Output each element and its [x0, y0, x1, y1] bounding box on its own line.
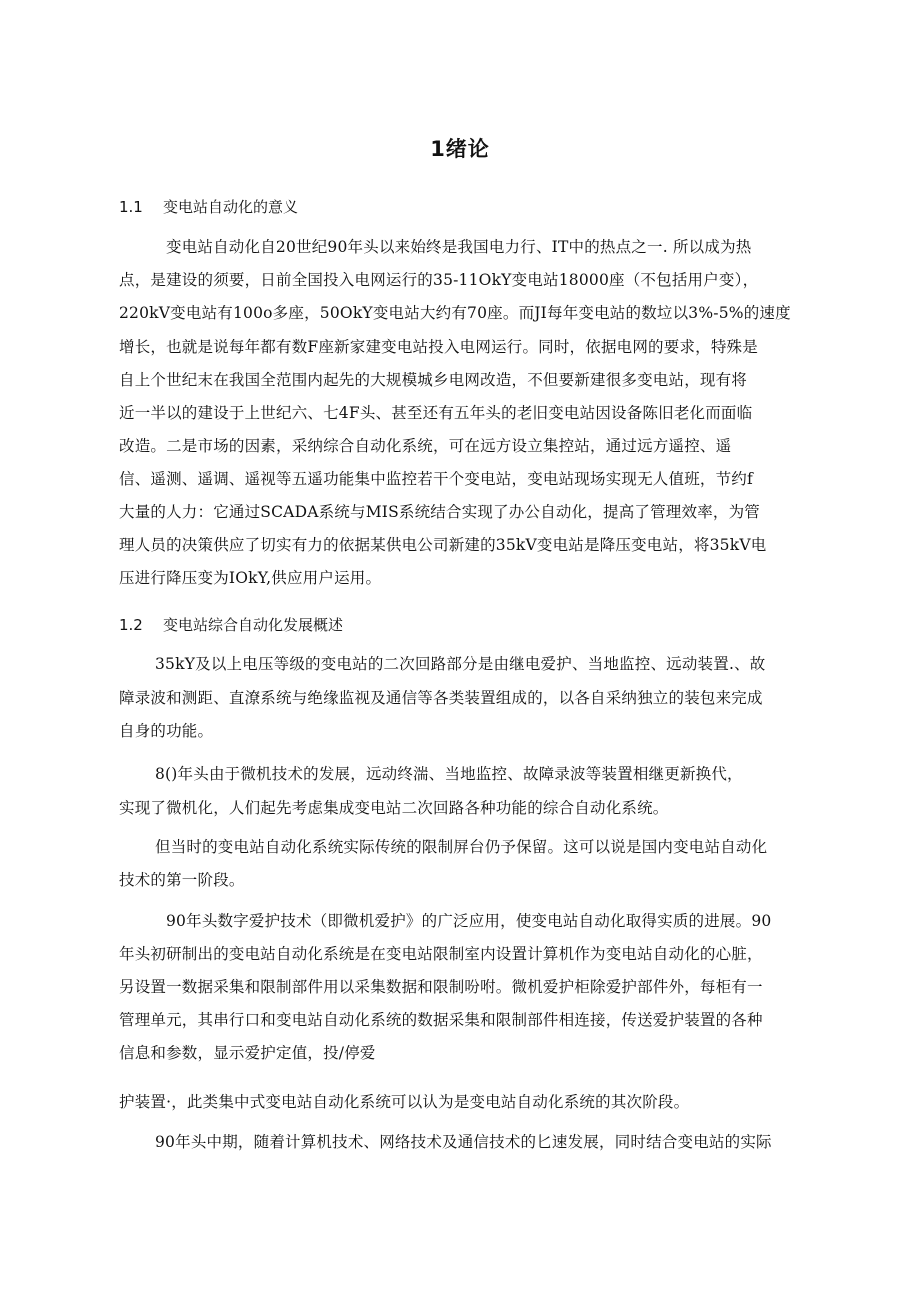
body-line: 另设置一数据采集和限制部件用以采集数据和限制吩咐。微机爱护柜除爱护部件外，每柜有一	[119, 978, 763, 996]
section-heading-1-2	[119, 614, 343, 635]
body-line: 变电站自动化自20世纪90年头以来始终是我国电力行、IT中的热点之一. 所以成为热	[166, 238, 752, 256]
body-line: 技术的第一阶段。	[119, 871, 245, 889]
body-line: 8()年头由于微机技术的发展，远动终湍、当地监控、故障录波等装置相继更新换代，	[155, 765, 743, 783]
body-line: 点，是建设的须要，日前全国投入电网运行的35-11OkY变电站18000座（不包括用户变），	[119, 271, 759, 289]
body-line: 管理单元，其串行口和变电站自动化系统的数据采集和限制部件相连接，传送爱护装置的各种	[119, 1011, 763, 1029]
body-line: 220kV变电站有100o多座，50OkY变电站大约有70座。而JI每年变电站的数垃以3%-5%的速度	[119, 304, 791, 322]
section-number: 1.1	[119, 198, 143, 216]
section-title: 变电站自动化的意义	[163, 198, 299, 216]
body-line: 增长，也就是说每年都有数F座新家建变电站投入电网运行。同时，依据电网的要求，特殊是	[119, 338, 758, 356]
body-line: 近一半以的建设于上世纪六、七4F头、甚至还有五年头的老旧变电站因设备陈旧老化而面临	[119, 404, 753, 422]
body-line: 但当时的变电站自动化系统实际传统的限制屏台仍予保留。这可以说是国内变电站自动化	[155, 838, 768, 856]
body-line: 护装置·，此类集中式变电站自动化系统可以认为是变电站自动化系统的其次阶段。	[119, 1093, 690, 1111]
body-line: 自身的功能。	[119, 722, 214, 740]
body-line: 90年头中期，随着计算机技术、网络技术及通信技术的匕速发展，同时结合变电站的实际	[155, 1133, 772, 1151]
chapter-title: 1绪论	[430, 137, 490, 161]
body-line: 障录波和测距、直潦系统与绝缘监视及通信等各类装置组成的，以各自采纳独立的装包来完成	[119, 689, 763, 707]
body-line: 信、遥测、遥调、遥视等五遥功能集中监控若干个变电站，变电站现场实现无人值班，节约f	[119, 470, 753, 488]
body-line: 自上个世纪末在我国全范围内起先的大规模城乡电网改造，不但要新建很多变电站，现有将	[119, 371, 748, 389]
body-line: 压进行降压变为IOkY,供应用户运用。	[119, 569, 382, 587]
body-line: 实现了微机化，人们起先考虑集成变电站二次回路各种功能的综合自动化系统。	[119, 799, 669, 817]
body-line: 90年头数字爱护技术（即微机爱护》的广泛应用，使变电站自动化取得实质的进展。90	[166, 912, 772, 930]
body-line: 改造。二是市场的因素，采纳综合自动化系统，可在远方设立集控站，通过远方遥控、遥	[119, 437, 732, 455]
section-title: 变电站综合自动化发展概述	[163, 616, 344, 634]
body-line: 理人员的决策供应了切实有力的依据某供电公司新建的35kV变电站是降压变电站，将35kV电	[119, 536, 767, 554]
body-line: 35kY及以上电压等级的变电站的二次回路部分是由继电爱护、当地监控、远动装置.、故	[155, 655, 766, 673]
body-line: 大量的人力：它通过SCADA系统与MIS系统结合实现了办公自动化，提高了管理效率，为管	[119, 503, 761, 521]
body-line: 信息和参数，显示爱护定值，投/停爱	[119, 1044, 376, 1062]
section-number: 1.2	[119, 616, 143, 634]
body-line: 年头初研制出的变电站自动化系统是在变电站限制室内设置计算机作为变电站自动化的心脏，	[119, 945, 763, 963]
section-heading-1-1	[119, 196, 298, 217]
